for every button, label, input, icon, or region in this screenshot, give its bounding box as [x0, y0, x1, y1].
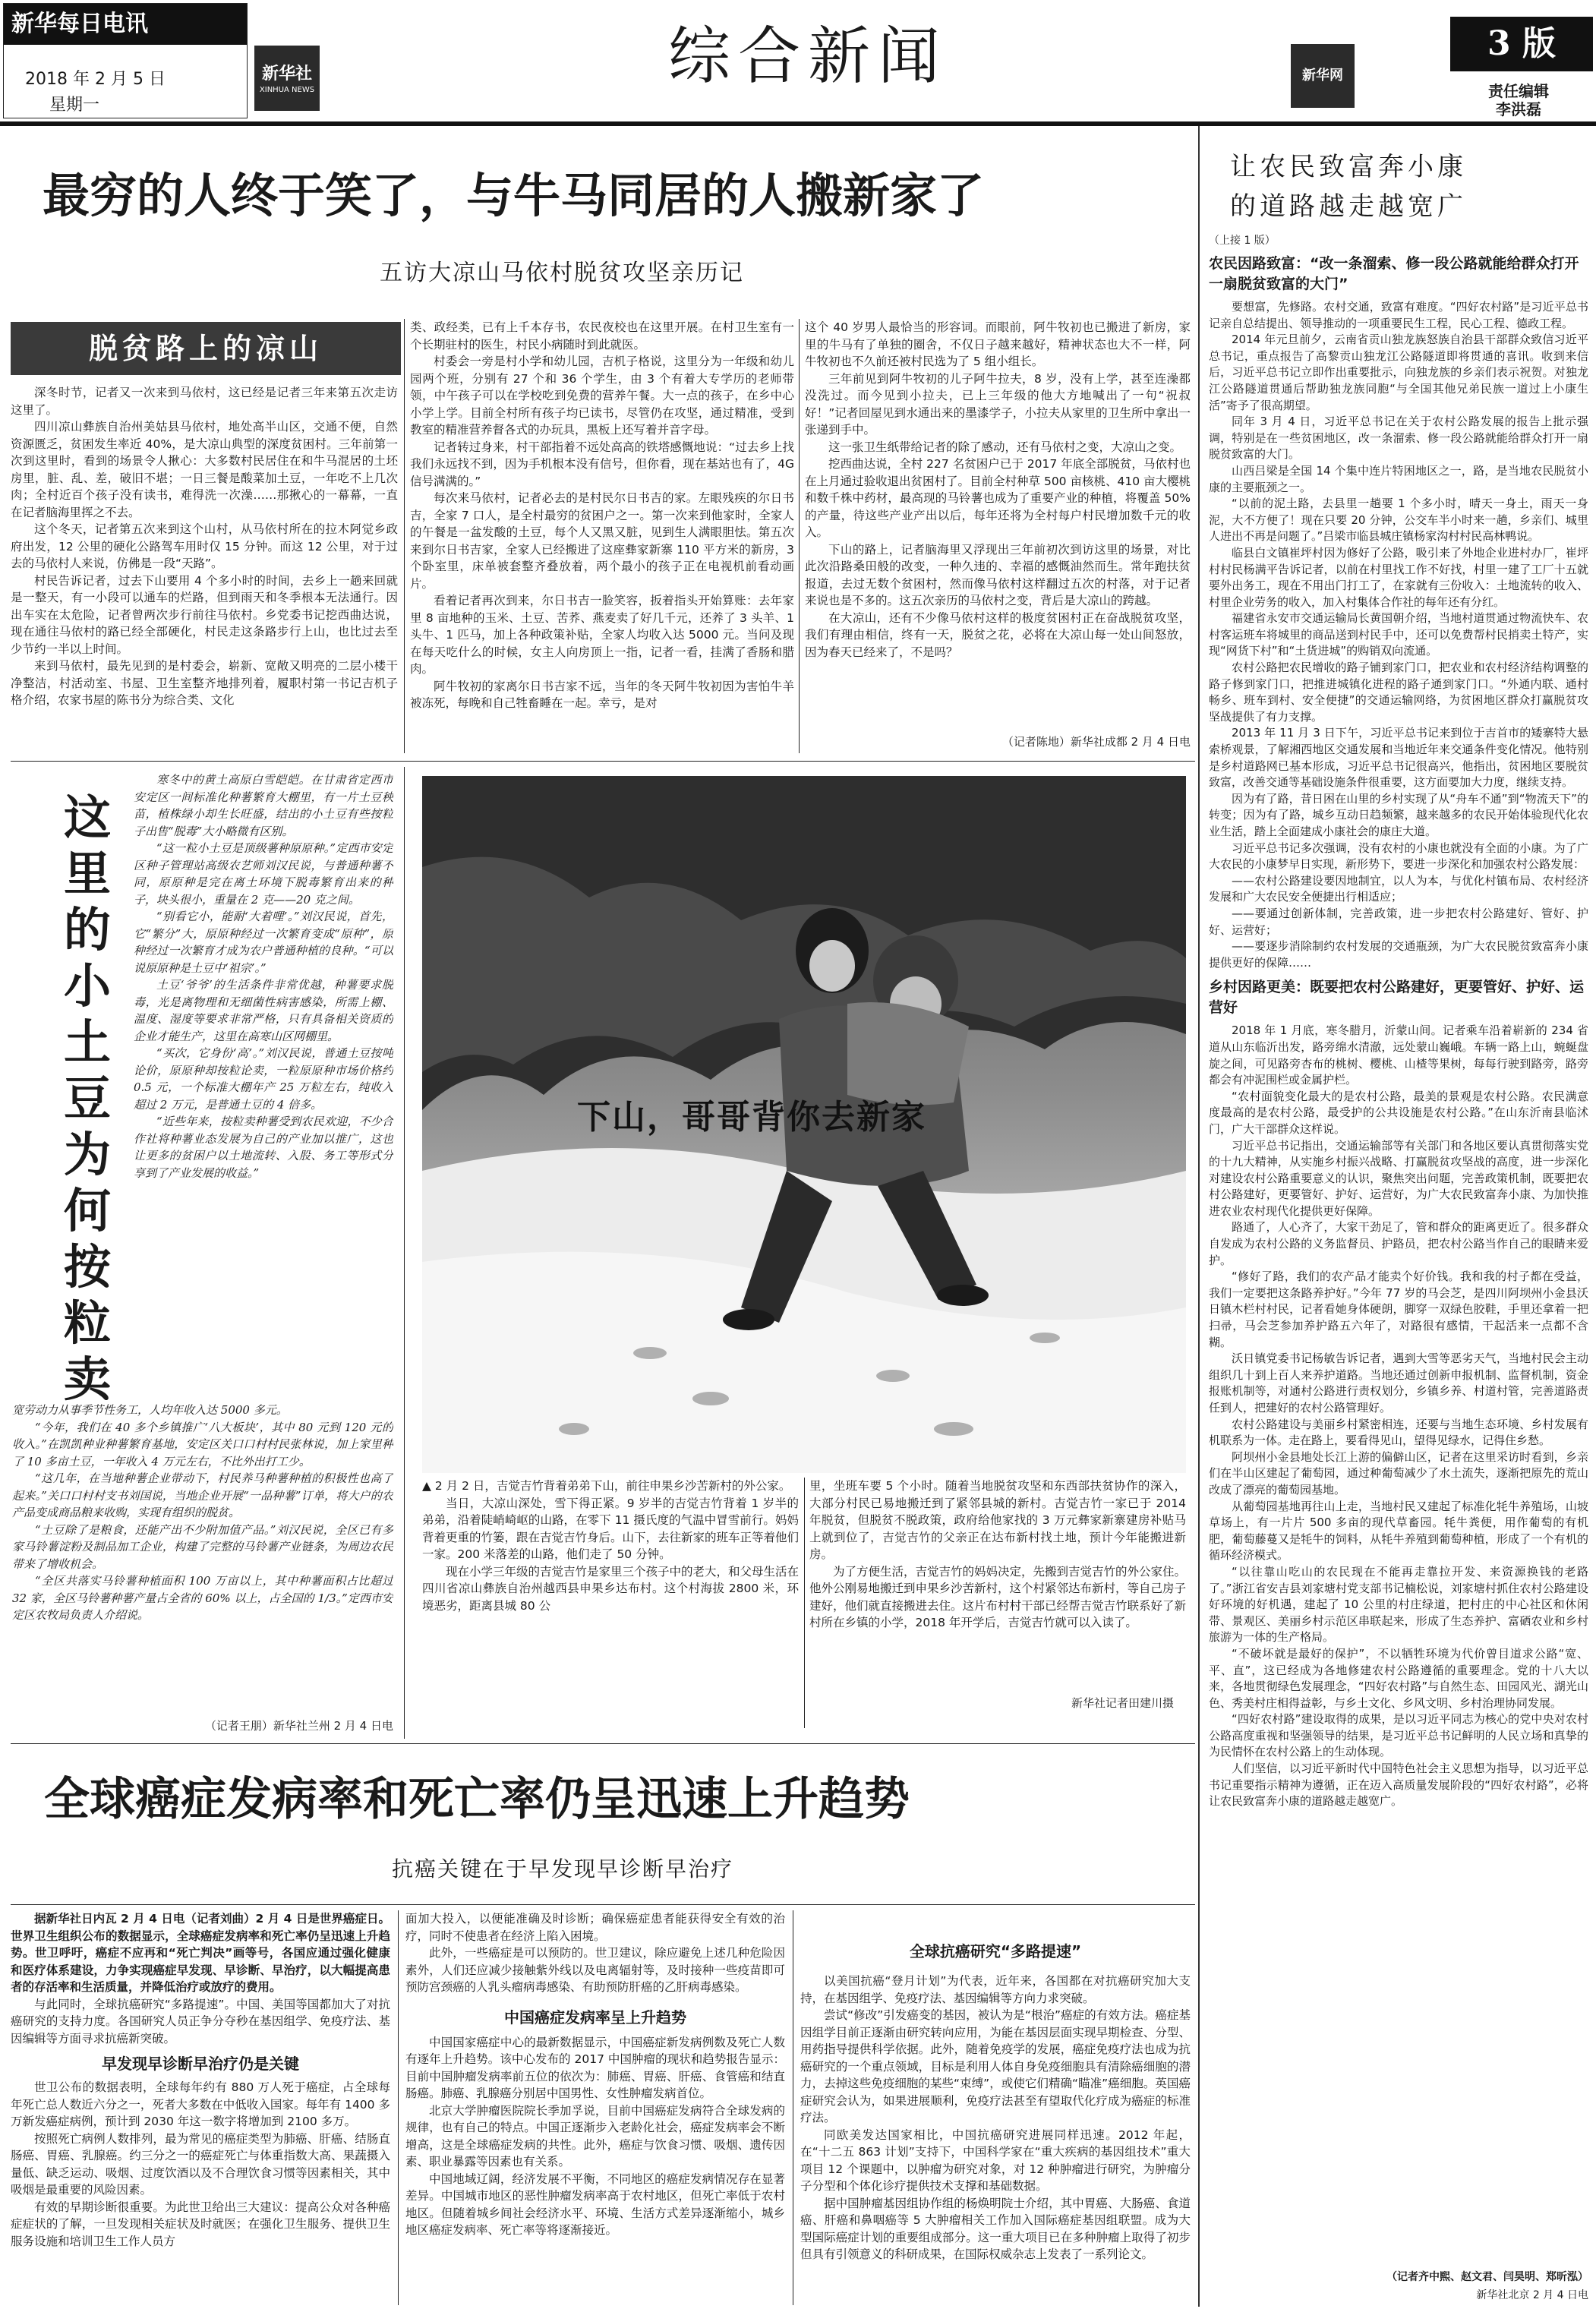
- article1-bottom-rule: [11, 761, 1195, 762]
- sidebar-column: 农民因路致富：“改一条溜索、修一段公路就能给群众打开一扇脱贫致富的大门” 要想富，先修路。农村交通，致富有难度。“四好农村路”是习近平总书记亲自总结提出、领导推动的一项重要民生工程，民心工程、德政工程。 2014 年元旦前夕，云南省贡山独龙族怒族自治县干部群众致信习近平总书记，重点报告了高黎贡山独龙江公路隧道即将贯通的喜讯。收到来信后，习近平总书记立即作出重要批示，向独龙族的乡亲们表示祝贺。对独龙江公路隧道贯通后帮助独龙族同胞“与全国其他兄弟民族一道过上小康生活”寄予了很高期望。 同年 3 月 4 日，习近平总书记在关于农村公路发展的报告上批示强调，特别是在一些贫困地区，改一条溜索、修一段公路就能给群众打开一扇脱贫致富的大门。 山西吕梁是全国 14 个集中连片特困地区之一，路，是当地农民脱贫小康的主要瓶颈之一。 “以前的泥土路，去县里一趟要 1 个多小时，晴天一身土，雨天一身泥，大不方便了！现在只要 20 分钟，公交车半小时来一趟，乡亲们、城里人进出不再是问题了。”吕梁市临县城庄镇杨家沟村村民高林鸭说。 临县白文镇崔坪村因为修好了公路，吸引来了外地企业进村办厂，崔坪村村民杨满平告诉记者，以前在村里找工作不好找，村里一建了工厂十五就要外出务工，现在不用出门打工了，在家就有三份收入：土地流转的收入、村里企业劳务的收入，加入村集体合作社的每年还有分红。 福建省永安市交通运输局长黄国朝介绍，当地村道贯通过物流快车、农村客运班车将城里的商品送到村民手中，还可以免费帮村民捎卖土特产，实现“网货下村”和“土货进城”的购销双向流通。 农村公路把农民增收的路子铺到家门口，把农业和农村经济结构调整的路子修到家门口，把推进城镇化进程的路子通到家门口。“外通内联、通村畅乡、班车到村、安全便捷”的交通运输网络，为贫困地区群众打赢脱贫攻坚战提供了有力支撑。 2013 年 11 月 3 日下午，习近平总书记来到位于吉首市的矮寨特大悬索桥观景，了解湘西地区交通发展和当地近年来交通条件变化情况。他特别是乡村道路网已基本形成，习近平总书记很高兴，他指出，贫困地区要脱贫致富，改善交通等基础设施条件很重要，这方面要加大力度，继续支持。 因为有了路，昔日困在山里的乡村实现了从“舟车不通”到“物流天下”的转变；因为有了路，城乡互动日趋频繁，越来越多的农民开始体验现代化农业生活，踏上全面建成小康社会的康庄大道。 习近平总书记多次强调，没有农村的小康也就没有全面的小康。为了广大农民的小康梦早日实现，新形势下，要进一步深化和加强农村公路发展： ——农村公路建设要因地制宜，以人为本，与优化村镇布局、农村经济发展和广大农民安全便捷出行相适应； ——要通过创新体制，完善政策，进一步把农村公路建好、管好、护好、运营好； ——要逐步消除制约农村发展的交通瓶颈，为广大农民脱贫致富奔小康提供更好的保障…… 乡村因路更美：既要把农村公路建好，更要管好、护好、运营好 2018 年 1 月底，寒冬腊月，沂蒙山间。记者乘车沿着崭新的 234 省道从山东临沂出发，路旁绵水清澈，远处蒙山巍峨。车辆一路上山，蜿蜒盘旋之间，可见路旁杏布的桃树、樱桃、山楂等果树，每每行驶到路旁，路旁都会有冲泥围栏或金属护栏。 “农村面貌变化最大的是农村公路，最美的景观是农村公路。农民满意度最高的是农村公路，最受护的公共设施是农村公路。”在山东沂南县临沭门，广大干部群众这样说。 习近平总书记指出，交通运输部等有关部门和各地区要认真贯彻落实党的十九大精神，从实施乡村振兴战略、打赢脱贫攻坚战的高度，进一步深化对建设农村公路重要意义的认识，聚焦突出问题，完善政策机制，既要把农村公路建好，更要管好、护好、运营好，为广大农民致富奔小康、为加快推进农业农村现代化提供更好保障。 路通了，人心齐了，大家干劲足了，管和群众的距离更近了。很多群众自发成为农村公路的义务监督员、护路员，把农村公路当作自己的眼睛来爱护。 “修好了路，我们的农产品才能卖个好价钱。我和我的村子都在受益，我们一定要把这条路养护好。”今年 77 岁的马会芝，是四川阿坝州小金县沃日镇木栏村村民，记者看她身体硬朗，脚穿一双绿色胶鞋，手里还拿着一把扫帚，马会芝参加养护路五六年了，对路很有感情，干起活来一点都不含糊。 沃日镇党委书记杨敏告诉记者，遇到大雪等恶劣天气，当地村民会主动组织几十到上百人来养护道路。当地还通过创新申报机制、监督机制，资金报账机制等，对通村公路进行责权划分，乡镇乡养、村道村管，完善道路责任到人，把建好的农村公路管理好。 农村公路建设与美丽乡村紧密相连，还要与当地生态环境、乡村发展有机联系为一体。走在路上，要看得见山，望得见绿水，记得住乡愁。 阿坝州小金县地处长江上游的偏僻山区，记者在这里采访时看到，乡亲们在半山区建起了葡萄园，通过种葡萄减少了水土流失，逐渐把原先的荒山改成了漂亮的葡萄园基地。 从葡萄园基地再往山上走，当地村民又建起了标准化牦牛养殖场，山坡草场上，有一片片 500 多亩的现代草畜园。牦牛粪便，用作葡萄的有机肥，葡萄藤蔓又是牦牛的饲料，从牦牛养殖到葡萄种植，形成了一个有机的循环经济模式。 “以往靠山吃山的农民现在不能再走靠拉开发、来资源换钱的老路了。”浙江省安吉县刘家塘村党支部书记楠松说，刘家塘村抓住农村公路建设好环境的好机遇，建起了 10 公里的村庄绿道，把村庄的中心社区和休闲带、景观区、美丽乡村示范区串联起来，形成了生态养护、富硒农业和乡村旅游为一体的生产格局。 “不破坏就是最好的保护”，不以牺牲环境为代价曾目道求公路“宽、平、直”，这已经成为各地修建农村公路遵循的重要理念。党的十八大以来，各地贯彻绿色发展理念，“四好农村路”与自然生态、田园风光、湖光山色、秀美村庄相得益彰，与乡土文化、乡风文明、乡村治理协同发展。 “四好农村路”建设取得的成果，是以习近平同志为核心的党中央对农村公路高度重视和坚强领导的结果，是习近平总书记鲜明的人民立场和真挚的为民情怀在农村公路上的生动体现。 人们坚信，以习近平新时代中国特色社会主义思想为指导，以习近平总书记重要指示精神为遵循，正在迈入高质量发展阶段的“四好农村路”，必将让农民致富奔小康的道路越走越宽广。: [1209, 255, 1588, 1809]
- photo-headline: 下山，哥哥背你去新家: [577, 1098, 926, 1137]
- weekday: 星期一: [49, 96, 100, 115]
- photo-col2: 里，坐班车要 5 个小时。随着当地脱贫攻坚和东西部扶贫协作的深入，大部分村民已易地搬迁到了紧邻县城的新村。吉觉吉竹一家已于 2014 年脱贫，但脱贫不脱政策，政府给他家找的 3 万元彝家新寨建房补贴马上就到位了，吉觉吉竹的父亲正在达布新村找土地，预计今年能搬进新房。 为了方便生活，吉觉吉竹的妈妈决定，先搬到吉觉吉竹的外公家住。他外公刚易地搬迁到申果乡沙苦新村，这个村紧邻达布新村，等自己房子建好，他们就直接搬进去住。这片布村村干部已经帮吉觉吉竹联系好了新村所在乡镇的小学，2018 年开学后，吉觉吉竹就可以入读了。: [809, 1479, 1186, 1629]
- column-banner-text: 脱贫路上的凉山: [88, 331, 323, 365]
- article3-col1: 据新华社日内瓦 2 月 4 日电（记者刘曲）2 月 4 日是世界癌症日。世界卫生组织公布的数据显示，全球癌症发病率和死亡率仍呈迅速上升趋势。世卫呼吁，癌症不应再和“死亡判决”画等号，各国应通过强化健康和医疗体系建设，力争实现癌症早发现、早诊断、早治疗，以大幅提高患者的存活率和生活质量，并降低治疗或放疗的费用。 与此同时，全球抗癌研究“多路提速”。中国、美国等国都加大了对抗癌研究的支持力度。各国研究人员正争分夺秒在基因组学、免疫疗法、基因编辑等方面寻求抗癌新突破。 早发现早诊断早治疗仍是关键 世卫公布的数据表明，全球每年约有 880 万人死于癌症，占全球每年死亡总人数近六分之一，死者大多数在中低收入国家。每年有 1400 多万新发癌症病例，预计到 2030 年这一数字将增加到 2100 多万。 按照死亡病例人数排列，最为常见的癌症类型为肺癌、肝癌、结肠直肠癌、胃癌、乳腺癌。约三分之一的癌症死亡与体重指数大高、果蔬摄入量低、缺乏运动、吸烟、过度饮酒以及不合理饮食习惯等因素相关，其中吸烟是最重要的风险因素。 有效的早期诊断很重要。为此世卫给出三大建议：提高公众对各种癌症症状的了解，一旦发现相关症状及时就医；在强化卫生服务、提供卫生服务设施和培训卫生工作人员方: [11, 1912, 390, 2248]
- article3-subhead: 抗癌关键在于早发现早诊断早治疗: [392, 1856, 734, 1881]
- article2-headline: 这 里 的 小 土 豆 为 何 按 粒 卖: [63, 790, 111, 1407]
- sidebar-continued: （上接 1 版）: [1209, 235, 1276, 247]
- col-divider: [404, 767, 405, 1739]
- masthead-left-box: [3, 3, 248, 118]
- sidebar-headline-1: 让农民致富奔小康: [1230, 152, 1467, 182]
- article2-byline: （记者王朋）新华社兰州 2 月 4 日电: [204, 1719, 393, 1733]
- article1-byline: （记者陈地）新华社成都 2 月 4 日电: [1001, 735, 1191, 749]
- masthead-rule: [0, 121, 1596, 126]
- col-divider: [799, 319, 800, 753]
- article1-col3: 这个 40 岁男人最恰当的形容词。而眼前，阿牛牧初也已搬进了新房，家里的牛马有了单独的圈舍，不仅日子越来越好，精神状态也大不一样，阿牛牧初也不久前还被村民选为了 5 组小组长。 三年前见到阿牛牧初的儿子阿牛拉夫，8 岁，没有上学，甚至连澡都没洗过。而今见到小拉夫，已上三年级的他大方地喊出了一句“祝叔好！”记者回屋见到水通出来的墨漆学子，小拉夫从家里的卫生所中拿出一张递到手中。 这一张卫生纸带给记者的除了感动，还有马依村之变，大凉山之变。 挖西曲达说，全村 227 名贫困户已于 2017 年底全部脱贫，马依村也在上月通过验收退出贫困村了。目前全村种草 500 亩核桃、410 亩大樱桃和数千株中药材，最高现的马铃薯也成为了重要产业的种植，将覆盖 50% 的产量，待这些产业产出以后，每年还将为全村每户村民增加数千元的收入。 下山的路上，记者脑海里又浮现出三年前初次到访这里的场景，对比此次沿路桑田般的改变，一种久违的、幸福的感慨油然而生。常年跑扶贫报道，去过无数个贫困村，然而像马依村这样翻过五次的村落，对于记者来说也是不多的。这五次亲历的马依村之变，背后是大凉山的跨越。 在大凉山，还有不少像马依村这样的极度贫困村正在奋战脱贫攻坚，我们有理由相信，终有一天，脱贫之花，必将在大凉山每一处山间怒放，因为春天已经来了，不是吗？: [805, 320, 1191, 659]
- article3-col3: 全球抗癌研究“多路提速” 以美国抗癌“登月计划”为代表，近年来，各国都在对抗癌研究加大支持，在基因组学、免疫疗法、基因编辑等方向力求突破。 尝试“修改”引发癌变的基因，被认为是“根治”癌症的有效方法。癌症基因组学目前正逐渐由研究转向应用，为能在基因层面实现早期检查、分型、用药指导提供科学依据。此外，随着免疫学的发展，癌症免疫疗法也成为抗癌研究的一个重点领域，目标是利用人体自身免疫细胞具有清除癌细胞的潜力，去掉这些免疫细胞的某些“束缚”，或使它们精确“瞄准”癌细胞。英国癌症研究会认为，如果进展顺利，免疫疗法甚至有望取代化疗成为癌症的标准疗法。 同欧美发达国家相比，中国抗癌研究进展同样迅速。2012 年起，在“十二五 863 计划”支持下，中国科学家在“重大疾病的基因组技术”重大项目 12 个课题中，以肿瘤为研究对象，对 12 种肿瘤进行研究，为肿瘤分子分型和个体化诊疗提供技术支撑和基础数据。 据中国肿瘤基因组协作组的杨焕明院士介绍，其中胃癌、大肠癌、食道癌、肝癌和鼻咽癌等 5 大肿瘤相关工作加入国际癌症基因组联盟。成为大型国际癌症计划的重要组成部分。这一重大项目已在多种肿瘤上取得了初步但具有引领意义的科研成果，在国际权威杂志上发表了一系列论文。: [800, 1942, 1191, 2261]
- editor-name: 李洪磊: [1496, 100, 1541, 118]
- photo-col1: ▲ 2 月 2 日，吉觉吉竹背着弟弟下山，前往申果乡沙苦新村的外公家。 当日，大凉山深处，雪下得正紧。9 岁半的吉觉吉竹背着 1 岁半的弟弟，沿着陡峭崎岖的山路，在零下 11 摄氏度的气温中冒雪前行。妈妈背着更重的竹篓，跟在吉觉吉竹身后。山下，去往新家的班车正等着他们一家。200 米落差的山路，他们走了 50 分钟。 现在小学三年级的吉觉吉竹是家里三个孩子中的老大，和父母生活在四川省凉山彝族自治州越西县申果乡达布村。这个村海拔 2800 米，环境恶劣，距离县城 80 公: [422, 1479, 799, 1613]
- article3-sub-rule: [11, 1904, 1195, 1905]
- article3-headline: 全球癌症发病率和死亡率仍呈迅速上升趋势: [44, 1773, 910, 1826]
- editor-label: 责任编辑: [1488, 82, 1549, 100]
- col-divider: [398, 1910, 399, 2305]
- page-number-box: [1450, 17, 1593, 71]
- xinhua-logo-sub: XINHUA NEWS: [259, 86, 315, 94]
- article1-headline: 最穷的人终于笑了，与牛马同居的人搬新家了: [43, 168, 985, 223]
- col-divider: [404, 319, 405, 753]
- col-divider: [804, 1478, 805, 1728]
- sidebar-headline-2: 的道路越走越宽广: [1230, 191, 1467, 222]
- column-banner: [11, 322, 401, 375]
- article1-subhead: 五访大凉山马依村脱贫攻坚亲历记: [380, 260, 744, 286]
- page-number: 3 版: [1487, 24, 1556, 63]
- sidebar-subhead-2: 乡村因路更美：既要把农村公路建好，更要管好、护好、运营好: [1209, 979, 1585, 1017]
- sidebar-divider: [1198, 126, 1200, 2307]
- news-logo-text: 新华网: [1302, 68, 1343, 84]
- article3-col2: 面加大投入，以便能准确及时诊断；确保癌症患者能获得安全有效的治疗，同时不使患者在经济上陷入困境。 此外，一些癌症是可以预防的。世卫建议，除应避免上述几种危险因素外，人们还应减少接触紫外线以及电离辐射等，及时接种一些疫苗即可预防宫颈癌的人乳头瘤病毒感染、有助预防肝癌的乙肝病毒感染。 中国癌症发病率呈上升趋势 中国国家癌症中心的最新数据显示，中国癌症新发病例数及死亡人数有逐年上升趋势。该中心发布的 2017 中国肿瘤的现状和趋势报告显示：目前中国肿瘤发病率前五位的依次为：肺癌、胃癌、肝癌、食管癌和结直肠癌。肺癌、乳腺癌分别居中国男性、女性肿瘤发病首位。 北京大学肿瘤医院院长季加孚说，目前中国癌症发病符合全球发病的规律，也有自己的特点。中国正逐渐步入老龄化社会，癌症发病率会不断增高，这是全球癌症发病的共性。此外，癌症与饮食习惯、吸烟、遗传因素、职业暴露等因素也有关系。 中国地域辽阔，经济发展不平衡，不同地区的癌症发病情况存在显著差异。中国城市地区的恶性肿瘤发病率高于农村地区，但死亡率低于农村地区。但随着城乡间社会经济水平、环境、生活方式差异逐渐缩小，城乡地区癌症发病率、死亡率等将逐渐接近。: [405, 1912, 785, 2237]
- sidebar-byline-2: 新华社北京 2 月 4 日电: [1476, 2289, 1588, 2301]
- article1-col1: 深冬时节，记者又一次来到马依村，这已经是记者三年来第五次走访这里了。 四川凉山彝族自治州美姑县马依村，地处高半山区，交通不便，自然资源匮乏，贫困发生率近 40%，是大凉山典型的深度贫困村。三年前第一次到这里时，看到的场景令人揪心：大多数村民居住在和牛马混居的土坯房里，脏、乱、差，破旧不堪；一日三餐是酸菜加土豆，一年吃不上几次肉；全村近百个孩子没有读书，难得洗一次澡……那揪心的一幕幕，一直在记者脑海里挥之不去。 这个冬天，记者第五次来到这个山村，从马依村所在的拉木阿觉乡政府出发，12 公里的硬化公路驾车用时仅 15 分钟。而这 12 公里，对于过去的马依村人来说，仿佛是一段“天路”。 村民告诉记者，过去下山要用 4 个多小时的时间，去乡上一趟来回就是一整天，有一小段可以通车的烂路，但到雨天和冬季根本无法通行。因出车实在太危险，记者曾两次步行前往马依村。乡党委书记挖西曲达说，现在通往马依村的路已经全部硬化，村民走这条路步行上山，也比过去至少节约一半以上时间。 来到马依村，最先见到的是村委会，崭新、宽敞又明亮的二层小楼干净整洁，村活动室、书屋、卫生室整齐地排列着，履职村第一书记吉机子格介绍，农家书屋的陈书分为综合类、文化: [11, 386, 398, 707]
- article2-col-bottom: 宽劳动力从事季节性务工，人均年收入达 5000 多元。 “今年，我们在 40 多个乡镇推广‘八大板块’，其中 80 元到 120 元的收入。”在凯凯种业种薯繁育基地，安定区关口口村村民张林说，加上家里种了 10 多亩土豆，一年收入 4 万元左右，不比外出打工少。 “这几年，在当地种薯企业带动下，村民养马种薯种植的积极性也高了起来。”关口口村村支书刘国说，当地企业开展“一品种薯”订单，将大户的农产品变成商品粮来收购，实现有组织的脱贫。 “土豆除了是粮食，还能产出不少附加值产品。”刘汉民说，全区已有多家马铃薯淀粉及制品加工企业，构建了完整的马铃薯产业链条，为周边农民带来了增收机会。 “全区共落实马铃薯种植面积 100 万亩以上，其中种薯面积占比超过 32 家，全区马铃薯种薯产量占全省的 60% 以上，占全国的 1/3。”定西市安定区农牧局负责人介绍说。: [12, 1403, 393, 1622]
- article1-col2: 类、政经类，已有上千本存书，农民夜校也在这里开展。在村卫生室有一个长期驻村的医生，村民小病随时到此就医。 村委会一旁是村小学和幼儿园，吉机子格说，这里分为一年级和幼儿园两个班，分别有 27 个和 36 个学生，由 3 个有着大专学历的老师带领，中午孩子可以在学校吃到免费的营养午餐。大一点的孩子，在乡中心小学上学。目前全村所有孩子均已读书，尽管仍在攻坚，通过精准，受到教室的精准营养督各式的办玩具，黑板上还写着并音字母。 记者转过身来，村干部指着不远处高高的铁塔感慨地说：“过去乡上找我们永远找不到，因为手机根本没有信号，但你看，现在基站也有了，4G 信号满满的。” 每次来马依村，记者必去的是村民尔日书吉的家。左眼残疾的尔日书吉，全家 7 口人，是全村最穷的贫困户之一。第一次来到他家时，全家人的午餐是一盆发酸的土豆，每个人又黑又脏，见到生人满眼胆怯。第五次来到尔日书吉家，全家人已经搬进了这座彝家新寨 110 平方米的新房，3 个卧室里，床单被套整齐叠放着，两个最小的孩子正在电视机前看动画片。 看着记者再次到来，尔日书吉一脸笑容，扳着指头开始算账：去年家里 8 亩地种的玉米、土豆、苦荞、燕麦卖了好几千元，还养了 3 头羊、1 头牛、1 匹马，加上各种政策补贴，全家人均收入达 5000 元。当问及现在每天吃什么的时候，女主人向房顶上一指，记者一看，挂满了香肠和腊肉。 阿牛牧初的家离尔日书吉家不远，当年的冬天阿牛牧初因为害怕牛羊被冻死，每晚和自己牲畜睡在一起。幸亏，是对: [410, 320, 794, 710]
- article3-subhead-early: 早发现早诊断早治疗仍是关键: [102, 2055, 299, 2073]
- news-logo: [1291, 44, 1355, 108]
- section-title: 综合新闻: [668, 21, 948, 93]
- article3-subhead-china: 中国癌症发病率呈上升趋势: [504, 2008, 686, 2027]
- sidebar-subhead-1: 农民因路致富：“改一条溜索、修一段公路就能给群众打开一扇脱贫致富的大门”: [1209, 255, 1579, 292]
- xinhua-logo-text: 新华社: [261, 65, 312, 84]
- photo-byline: 新华社记者田建川摄: [1071, 1696, 1174, 1710]
- issue-date: 2018 年 2 月 5 日: [25, 70, 166, 89]
- article2-col-right: 寒冬中的黄土高原白雪皑皑。在甘肃省定西市安定区一间标准化种薯繁育大棚里，有一片土豆秧苗，植株绿小却生长旺盛，结出的小土豆有些按粒子出售“脱毒”大小略微有区别。 “这一粒小土豆是顶级薯种原原种。”定西市安定区种子管理站高级农艺师刘汉民说，与普通种薯不同，原原种是完在离土环境下脱毒繁育出来的种子，块头很小，重量在 2 克——20 克之间。 “别看它小，能耐‘大着哩’。”刘汉民说，首先，它“繁分”大，原原种经过一次繁育变成“原种”，原种经过一次繁育才成为农户普通种植的良种。“可以说原原种是土豆中‘祖宗’。” 土豆‘爷爷’的生活条件非常优越，种薯要求脱毒，光是离物理和无细菌性病害感染，所需上棚、温度、湿度等要求非常严格，只有具备相关资质的企业才能生产，这里在高寒山区网棚里。 “买次，它身份‘高’。”刘汉民说，普通土豆按吨论价，原原种却按粒论卖，一粒原原种市场价格约 0.5 元，一个标准大棚年产 25 万粒左右，纯收入超过 2 万元，是普通土豆的 4 倍多。 “近些年来，按粒卖种薯受到农民欢迎，不少合作社将种薯业态发展为自己的产业加以推广，这也让更多的贫困户以土地流转、入股、务工等形式分享到了产业发展的收益。”: [134, 773, 393, 1180]
- article2-bottom-rule: [11, 1743, 1195, 1744]
- article3-subhead-global: 全球抗癌研究“多路提速”: [909, 1942, 1082, 1960]
- paper-name: 新华每日电讯: [4, 4, 247, 45]
- xinhua-logo: [254, 46, 320, 111]
- sidebar-byline: （记者齐中熙、赵文君、闫昊明、郑昕泓）: [1386, 2271, 1588, 2283]
